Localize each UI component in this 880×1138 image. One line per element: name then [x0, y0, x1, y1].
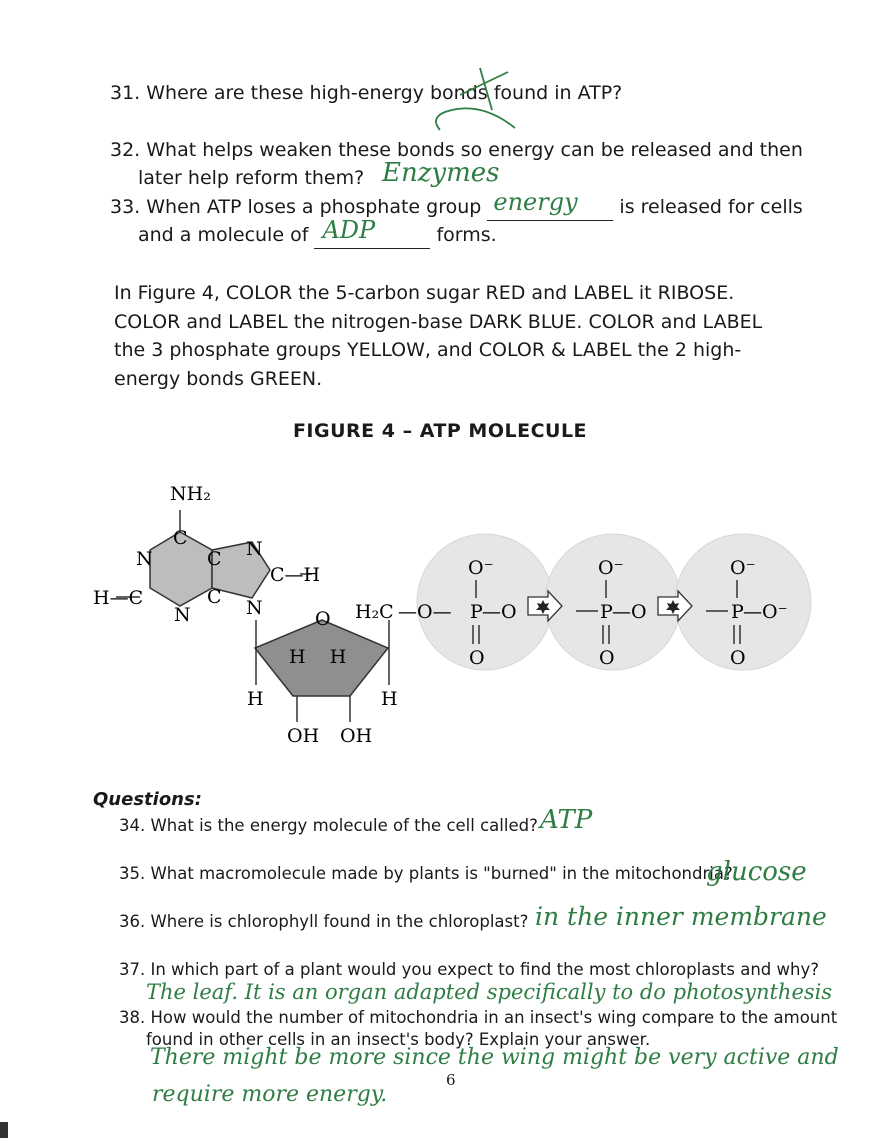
- label-n-bottom: N: [174, 604, 191, 626]
- label-chain-o3: —O: [612, 601, 647, 623]
- crossed-out-mark: [400, 60, 530, 140]
- question-33-line1: [110, 188, 803, 221]
- label-h-right: H: [381, 688, 398, 710]
- label-ring-o: O: [315, 608, 331, 630]
- label-o-double-3: O: [730, 647, 746, 669]
- label-c-top: C: [173, 527, 188, 549]
- answer-38-line2: require more energy.: [152, 1082, 388, 1107]
- instructions-line4: energy bonds GREEN.: [114, 367, 323, 390]
- question-34: 34. What is the energy molecule of the cell called?: [119, 816, 538, 835]
- answer-35: glucose: [706, 857, 807, 887]
- question-35: 35. What macromolecule made by plants is "burned" in the mitochondria?: [119, 864, 733, 883]
- label-n-right-top: N: [246, 538, 263, 560]
- label-c-mid-top: C: [207, 548, 222, 570]
- label-hh: H H: [289, 646, 347, 668]
- blank-33-adp: [314, 216, 430, 249]
- question-33-part3: and a molecule of: [138, 224, 309, 246]
- label-o-double-1: O: [469, 647, 485, 669]
- questions-heading: Questions:: [93, 789, 202, 810]
- question-36: 36. Where is chlorophyll found in the chloroplast?: [119, 912, 529, 931]
- instructions-line2: COLOR and LABEL the nitrogen-base DARK BLUE. COLOR and LABEL: [114, 310, 763, 333]
- label-p2: P: [600, 601, 613, 623]
- answer-33-adp: ADP: [322, 216, 376, 244]
- label-h-left: H: [247, 688, 264, 710]
- instructions-line3: the 3 phosphate groups YELLOW, and COLOR & LABEL the 2 high-: [114, 339, 742, 361]
- question-33-line2: [138, 216, 497, 249]
- question-32-line2: later help reform them?: [138, 167, 365, 189]
- question-32-line1: 32. What helps weaken these bonds so energy can be released and then: [110, 139, 803, 161]
- label-o-double-2: O: [599, 647, 615, 669]
- question-38-line1: 38. How would the number of mitochondria in an insect's wing compare to the amount: [119, 1008, 838, 1027]
- answer-33-energy: energy: [493, 188, 578, 216]
- label-o-minus-2: O⁻: [598, 557, 624, 579]
- label-o-minus-3: O⁻: [730, 557, 756, 579]
- question-33-part4: forms.: [436, 224, 497, 246]
- question-33-part2: is released for cells: [619, 196, 803, 218]
- label-ch: C—H: [270, 564, 321, 586]
- label-chain-o2: —O: [482, 601, 517, 623]
- question-31: [110, 79, 622, 107]
- answer-36: in the inner membrane: [535, 902, 827, 931]
- label-c-mid-bottom: C: [207, 586, 222, 608]
- label-nh2: NH₂: [170, 483, 211, 505]
- question-38-line2: found in other cells in an insect's body? Explain your answer.: [146, 1030, 651, 1049]
- blank-33-energy: [487, 188, 613, 221]
- answer-34: ATP: [540, 805, 593, 835]
- label-oh-left: OH: [287, 725, 320, 747]
- label-p3: P: [731, 601, 744, 623]
- label-p1: P: [470, 601, 483, 623]
- answer-38-line1: There might be more since the wing might be very active and: [150, 1045, 839, 1070]
- question-33-part1: 33. When ATP loses a phosphate group: [110, 196, 482, 218]
- label-hc: H—C: [93, 587, 144, 609]
- label-n-left: N: [136, 548, 153, 570]
- question-37: 37. In which part of a plant would you expect to find the most chloroplasts and why?: [119, 960, 819, 979]
- label-h2c: H₂C: [355, 601, 394, 623]
- scan-corner-mark: [0, 1122, 8, 1138]
- label-n-right-bottom: N: [246, 597, 263, 619]
- figure-title: FIGURE 4 – ATP MOLECULE: [292, 420, 588, 442]
- question-31-text: 31. Where are these high-energy bonds found in ATP?: [110, 82, 623, 104]
- label-o-minus-1: O⁻: [468, 557, 494, 579]
- label-oh-right: OH: [340, 725, 373, 747]
- answer-37: The leaf. It is an organ adapted specifically to do photosynthesis: [146, 980, 833, 1004]
- answer-32: Enzymes: [382, 158, 500, 188]
- instructions: [114, 279, 794, 393]
- instructions-line1: In Figure 4, COLOR the 5-carbon sugar RED and LABEL it RIBOSE.: [114, 282, 735, 304]
- page-number: 6: [446, 1071, 456, 1089]
- label-chain-end: —O⁻: [743, 601, 788, 623]
- atp-molecule-diagram: [0, 470, 880, 760]
- label-chain-o1: —O—: [398, 601, 452, 623]
